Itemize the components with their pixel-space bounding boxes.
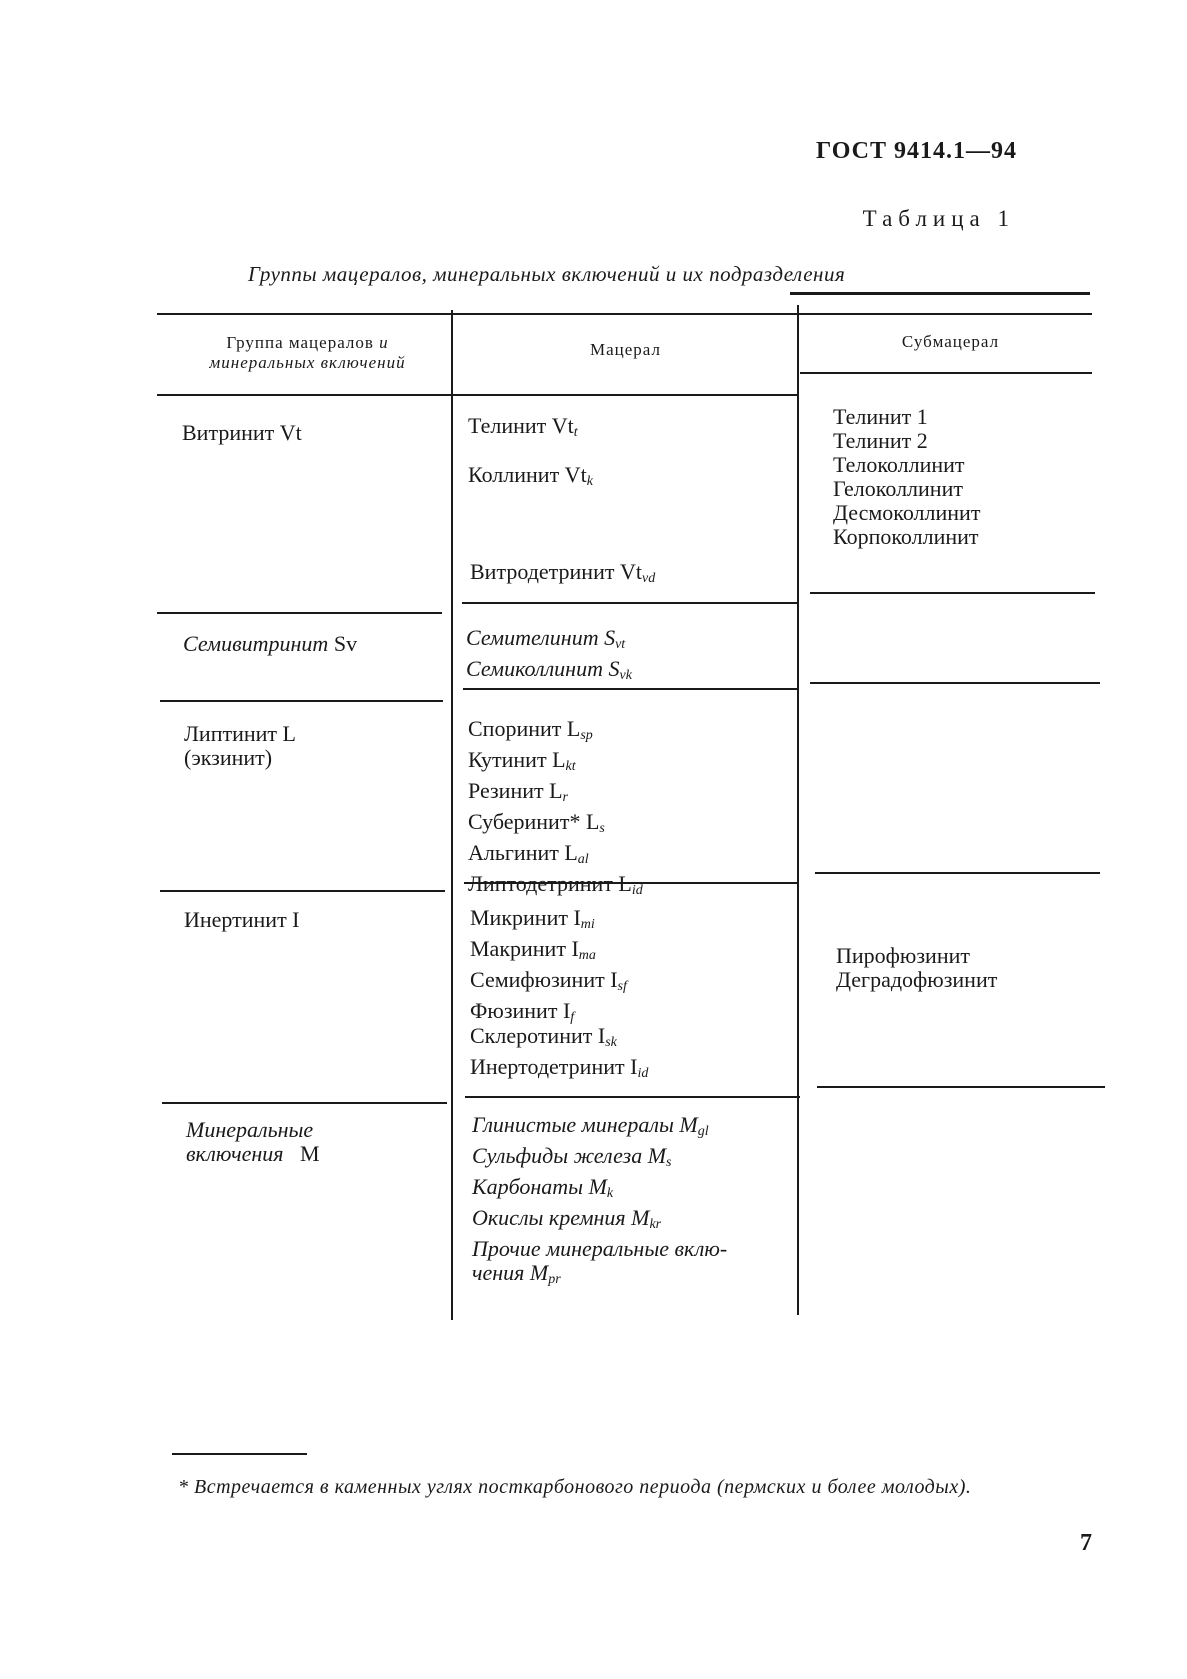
table-caption: Группы мацералов, минеральных включений и их подразделения xyxy=(248,262,846,286)
row-rule-3 xyxy=(160,890,445,892)
vitrinite-sub-6: Корпоколлинит xyxy=(833,524,979,549)
inertinite-submacerals xyxy=(836,944,997,992)
liptinite-maceral-6: Липтодетринит $L_{id}$ xyxy=(468,871,643,898)
row-rule-4-right xyxy=(817,1086,1105,1088)
table-top-rule xyxy=(157,313,1092,315)
inertinite-maceral-1: Микринит $I_{mi}$ xyxy=(470,905,595,932)
inertinite-macerals-b xyxy=(470,1024,648,1086)
semivitrinite-macerals xyxy=(466,626,632,688)
header-group-line1: Группа мацералов xyxy=(226,333,374,352)
vitrinite-submacerals xyxy=(833,405,980,549)
row-rule-4-mid xyxy=(465,1096,800,1098)
header-group-line2: минеральных включений xyxy=(209,353,406,372)
row-rule-1-mid xyxy=(462,602,797,604)
table-top-rule-right xyxy=(790,292,1090,295)
standard-number: ГОСТ 9414.1—94 xyxy=(816,138,1017,164)
inertinite-maceral-2: Макринит $I_{ma}$ xyxy=(470,936,596,963)
liptinite-maceral-2: Кутинит $L_{kt}$ xyxy=(468,747,576,774)
mineral-maceral-2: Сульфиды железа $M_s$ xyxy=(472,1143,672,1170)
mineral-group: Минеральные включения M xyxy=(186,1117,320,1166)
mineral-macerals xyxy=(472,1113,727,1292)
vitrinite-sub-1: Телинит 1 xyxy=(833,404,928,429)
row-rule-4 xyxy=(162,1102,447,1104)
vitrinite-maceral-3: Витродетринит $Vt_{vd}$ xyxy=(470,559,656,586)
mineral-maceral-5: Прочие минеральные вклю- xyxy=(472,1236,728,1261)
vitrinite-sub-4: Гелоколлинит xyxy=(833,476,963,501)
vitrinite-group: Витринит Vt xyxy=(182,420,302,445)
mineral-maceral-4: Окислы кремния $M_{kr}$ xyxy=(472,1205,662,1232)
mineral-maceral-3: Карбонаты $M_k$ xyxy=(472,1174,614,1201)
column-header-submaceral: Субмацерал xyxy=(901,332,1000,351)
column-header-maceral: Мацерал xyxy=(590,340,661,359)
row-rule-1 xyxy=(157,612,442,614)
inertinite-maceral-5: Склеротинит $I_{sk}$ xyxy=(470,1023,617,1050)
semivitrinite-maceral-2: Семиколлинит $S_{vk}$ xyxy=(466,656,632,683)
inertinite-maceral-3: Семифюзинит $I_{sf}$ xyxy=(470,967,627,994)
page-number: 7 xyxy=(1080,1530,1092,1556)
row-rule-1-right xyxy=(810,592,1095,594)
header-group-and: и xyxy=(379,333,389,352)
inertinite-sub-2: Деградофюзинит xyxy=(836,967,998,992)
row-rule-3-right xyxy=(815,872,1100,874)
column-divider-2 xyxy=(797,305,799,1315)
vitrinite-sub-5: Десмоколлинит xyxy=(833,500,981,525)
inertinite-macerals-a xyxy=(470,906,627,1030)
semivitrinite-group: Семивитринит Sv xyxy=(183,631,358,656)
row-rule-2-mid xyxy=(463,688,798,690)
header-bottom-rule-right xyxy=(800,372,1092,374)
liptinite-maceral-1: Споринит $L_{sp}$ xyxy=(468,716,593,743)
column-header-group xyxy=(170,333,445,373)
liptinite-macerals xyxy=(468,717,643,903)
inertinite-sub-1: Пирофюзинит xyxy=(836,943,970,968)
mineral-maceral-1: Глинистые минералы $M_{gl}$ xyxy=(472,1112,709,1139)
mineral-maceral-6: чения $M_{pr}$ xyxy=(472,1260,561,1287)
row-rule-2 xyxy=(160,700,443,702)
table-number: Таблица 1 xyxy=(862,206,1015,231)
semivitrinite-maceral-1: Семителинит $S_{vt}$ xyxy=(466,625,626,652)
liptinite-maceral-4: Суберинит* $L_s$ xyxy=(468,809,605,836)
inertinite-maceral-4: Фюзинит $I_f$ xyxy=(470,998,575,1025)
liptinite-group: Липтинит L (экзинит) xyxy=(184,721,296,770)
header-bottom-rule xyxy=(157,394,797,396)
liptinite-maceral-3: Резинит $L_r$ xyxy=(468,778,568,805)
column-divider-1 xyxy=(451,310,453,1320)
footnote: * Встречается в каменных углях посткарбонового периода (пермских и более молодых). xyxy=(178,1476,972,1498)
row-rule-2-right xyxy=(810,682,1100,684)
vitrinite-sub-2: Телинит 2 xyxy=(833,428,928,453)
footnote-rule xyxy=(172,1453,307,1455)
inertinite-maceral-6: Инертодетринит $I_{id}$ xyxy=(470,1054,649,1081)
vitrinite-sub-3: Телоколлинит xyxy=(833,452,965,477)
vitrinite-maceral-2: Коллинит $Vt_k$ xyxy=(468,462,593,489)
vitrinite-maceral-1: Телинит $Vt_t$ xyxy=(468,413,578,440)
liptinite-maceral-5: Альгинит $L_{al}$ xyxy=(468,840,589,867)
inertinite-group: Инертинит I xyxy=(184,907,300,932)
